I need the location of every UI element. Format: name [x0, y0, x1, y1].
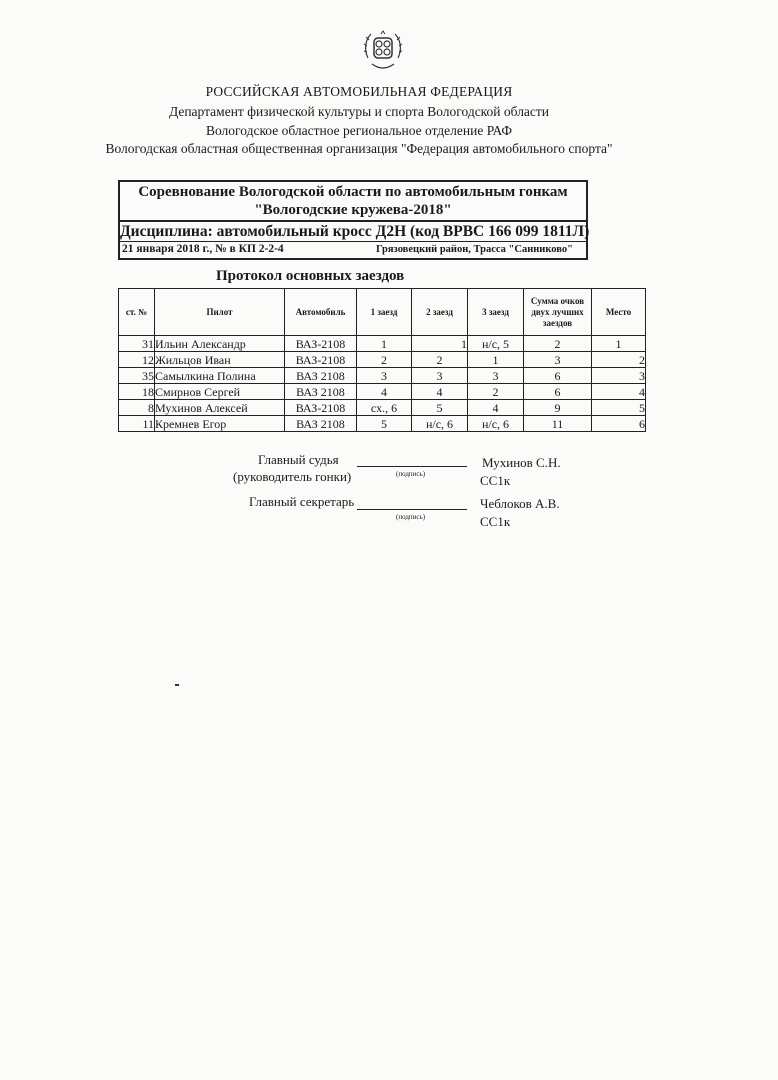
- org-regional-branch: Вологодское областное региональное отделение РАФ: [205, 123, 513, 138]
- cell-number: 35: [119, 368, 155, 384]
- cell-heat1: 1: [357, 336, 412, 352]
- event-date-stage: 21 января 2018 г., № в КП 2-2-4: [122, 243, 284, 255]
- cell-heat2: 4: [412, 384, 468, 400]
- secretary-rank: СС1к: [480, 514, 511, 529]
- event-name: "Вологодские кружева-2018": [254, 202, 452, 218]
- col-header-heat3: 3 заезд: [468, 289, 524, 336]
- col-header-number: ст. №: [119, 289, 155, 336]
- secretary-name: Чеблоков А.В.: [480, 496, 560, 511]
- cell-points-sum: 9: [524, 400, 592, 416]
- cell-number: 31: [119, 336, 155, 352]
- divider: [120, 220, 586, 222]
- table-row: [119, 384, 646, 400]
- cell-car: ВАЗ 2108: [285, 416, 357, 432]
- cell-heat2: 2: [412, 352, 468, 368]
- col-header-place: Место: [592, 289, 646, 336]
- cell-pilot: Мухинов Алексей: [155, 400, 285, 416]
- cell-car: ВАЗ 2108: [285, 384, 357, 400]
- raf-emblem-icon: [362, 28, 404, 72]
- cell-heat2: 5: [412, 400, 468, 416]
- cell-car: ВАЗ-2108: [285, 352, 357, 368]
- cell-car: ВАЗ-2108: [285, 400, 357, 416]
- table-row: [119, 352, 646, 368]
- cell-heat1: 5: [357, 416, 412, 432]
- cell-heat3: н/с, 5: [468, 336, 524, 352]
- event-title: Соревнование Вологодской области по автомобильным гонкам: [138, 184, 568, 200]
- cell-heat3: 4: [468, 400, 524, 416]
- judge-name: Мухинов С.Н.: [482, 455, 561, 470]
- cell-heat1: сх., 6: [357, 400, 412, 416]
- cell-points-sum: 2: [524, 336, 592, 352]
- table-row: [119, 336, 646, 352]
- table-row: [119, 368, 646, 384]
- cell-heat3: 3: [468, 368, 524, 384]
- cell-points-sum: 6: [524, 368, 592, 384]
- cell-heat2: 3: [412, 368, 468, 384]
- cell-heat2: 1: [412, 336, 468, 352]
- cell-number: 11: [119, 416, 155, 432]
- event-info-box: [118, 180, 588, 260]
- cell-pilot: Кремнев Егор: [155, 416, 285, 432]
- event-location: Грязовецкий район, Трасса "Санниково": [376, 244, 573, 255]
- cell-place: 5: [592, 400, 646, 416]
- cell-place: 3: [592, 368, 646, 384]
- cell-pilot: Ильин Александр: [155, 336, 285, 352]
- cell-pilot: Жильцов Иван: [155, 352, 285, 368]
- cell-pilot: Смирнов Сергей: [155, 384, 285, 400]
- cell-place: 1: [592, 336, 646, 352]
- col-header-car: Автомобиль: [285, 289, 357, 336]
- org-federation: РОССИЙСКАЯ АВТОМОБИЛЬНАЯ ФЕДЕРАЦИЯ: [205, 84, 513, 99]
- cell-heat2: н/с, 6: [412, 416, 468, 432]
- cell-car: ВАЗ-2108: [285, 336, 357, 352]
- cell-pilot: Самылкина Полина: [155, 368, 285, 384]
- cell-heat1: 4: [357, 384, 412, 400]
- col-header-points-sum: Сумма очков двух лучших заездов: [524, 289, 592, 336]
- table-row: [119, 400, 646, 416]
- org-public-organization: Вологодская областная общественная организация "Федерация автомобильного спорта": [105, 141, 613, 156]
- judge-rank: СС1к: [480, 473, 511, 488]
- secretary-signature-hint: (подпись): [396, 513, 426, 521]
- cell-points-sum: 11: [524, 416, 592, 432]
- divider: [120, 241, 586, 242]
- cell-car: ВАЗ 2108: [285, 368, 357, 384]
- cell-place: 6: [592, 416, 646, 432]
- col-header-heat1: 1 заезд: [357, 289, 412, 336]
- table-header-row: [119, 289, 646, 336]
- cell-number: 18: [119, 384, 155, 400]
- col-header-pilot: Пилот: [155, 289, 285, 336]
- cell-number: 12: [119, 352, 155, 368]
- cell-heat1: 3: [357, 368, 412, 384]
- col-header-heat2: 2 заезд: [412, 289, 468, 336]
- cell-heat1: 2: [357, 352, 412, 368]
- cell-heat3: 2: [468, 384, 524, 400]
- cell-points-sum: 6: [524, 384, 592, 400]
- results-table: [118, 288, 646, 432]
- org-department: Департамент физической культуры и спорта Вологодской области: [168, 104, 550, 119]
- cell-heat3: н/с, 6: [468, 416, 524, 432]
- secretary-label: Главный секретарь: [249, 494, 355, 509]
- cell-number: 8: [119, 400, 155, 416]
- event-discipline: Дисциплина: автомобильный кросс Д2Н (код ВРВС 166 099 1811Л): [120, 223, 590, 240]
- judge-label: Главный судья: [258, 452, 339, 467]
- cell-points-sum: 3: [524, 352, 592, 368]
- secretary-signature-line: [357, 509, 467, 510]
- table-row: [119, 416, 646, 432]
- judge-label-sub: (руководитель гонки): [233, 469, 352, 484]
- protocol-title: Протокол основных заездов: [216, 268, 405, 284]
- cell-heat3: 1: [468, 352, 524, 368]
- cell-place: 2: [592, 352, 646, 368]
- cell-place: 4: [592, 384, 646, 400]
- judge-signature-line: [357, 466, 467, 467]
- judge-signature-hint: (подпись): [396, 470, 426, 478]
- scan-speck: [175, 684, 179, 686]
